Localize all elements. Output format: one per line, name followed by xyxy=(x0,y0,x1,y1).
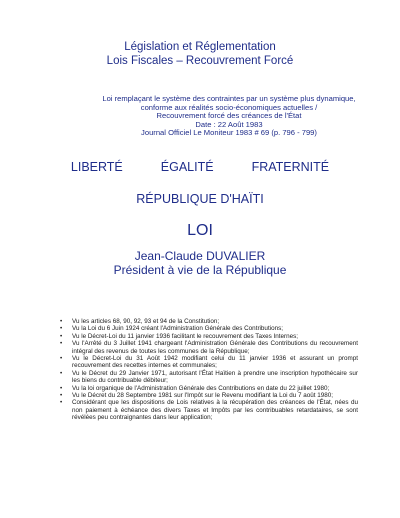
list-item-text: Vu les articles 68, 90, 92, 93 et 94 de la Constitution; xyxy=(72,318,220,325)
considerants-list xyxy=(60,318,358,422)
motto-egalite: ÉGALITÉ xyxy=(160,160,214,174)
bullet-icon: • xyxy=(60,369,63,377)
list-item-text: Vu la loi organique de l'Administration Générale des Contributions en date du 22 juillet 1980; xyxy=(72,384,330,392)
bullet-icon: • xyxy=(60,318,63,325)
list-item xyxy=(60,355,358,370)
summary-line: Recouvrement forcé des créances de l'État xyxy=(156,111,302,121)
author-title: Président à vie de la République xyxy=(113,262,287,277)
list-item xyxy=(60,340,358,355)
republic-name: RÉPUBLIQUE D'HAÏTI xyxy=(136,192,264,206)
bullet-icon: • xyxy=(60,384,63,392)
list-item-text: Vu l'Arrêté du 3 Juillet 1941 chargeant l'Administration Générale des Contributions du recouvrement intégral des revenus de toutes les communes de la République; xyxy=(72,340,358,355)
summary-journal-reference: Journal Officiel Le Moniteur 1983 # 69 (p. 796 - 799) xyxy=(141,128,317,138)
bullet-icon: • xyxy=(60,392,63,400)
bullet-icon: • xyxy=(60,355,63,363)
list-item-text: Vu le Décret du 28 Septembre 1981 sur l'Impôt sur le Revenu modifiant la Loi du 7 août 1980; xyxy=(72,392,334,400)
header-subcategory: Lois Fiscales – Recouvrement Forcé xyxy=(106,55,294,67)
law-summary xyxy=(100,95,358,138)
summary-line: Loi remplaçant le système des contraintes par un système plus dynamique, xyxy=(102,94,356,103)
motto-fraternite: FRATERNITÉ xyxy=(251,160,330,174)
list-item xyxy=(60,385,358,392)
summary-line: conforme aux réalités socio-économiques actuelles / xyxy=(140,102,318,112)
list-item-text: Vu le Décret du 29 Janvier 1971, autorisant l'État Haïtien à prendre une inscription hypothécaire sur les biens du contribuable débiteur; xyxy=(72,369,358,385)
bullet-icon: • xyxy=(60,340,63,348)
bullet-icon: • xyxy=(60,399,63,407)
national-motto xyxy=(0,160,400,174)
list-item-text: Considérant que les dispositions de Lois relatives à la récupération des créances de l'État, nées du non paiement à échéance des divers Taxes et Impôts par les contribuables retardataires, se sont révélées peu contraignantes dans leur application; xyxy=(72,399,358,422)
list-item xyxy=(60,370,358,385)
header-category: Législation et Réglementation xyxy=(124,41,276,53)
list-item xyxy=(60,333,358,340)
law-title: LOI xyxy=(187,222,213,239)
list-item xyxy=(60,318,358,325)
list-item-text: Vu le Décret-Loi du 11 janvier 1936 facilitant le recouvrement des Taxes Internes; xyxy=(72,332,298,340)
law-author xyxy=(0,250,400,277)
list-item-text: Vu la Loi du 6 Juin 1924 créant l'Administration Générale des Contributions; xyxy=(72,325,283,333)
author-name: Jean-Claude DUVALIER xyxy=(134,249,266,263)
list-item-text: Vu le Décret-Loi du 31 Août 1942 modifiant celui du 11 janvier 1936 et assurant un prompt recouvrement des recettes internes et communales; xyxy=(72,355,358,370)
motto-liberte: LIBERTÉ xyxy=(70,160,123,174)
document-header xyxy=(0,40,400,68)
bullet-icon: • xyxy=(60,332,63,340)
summary-date: Date : 22 Août 1983 xyxy=(195,119,263,129)
list-item xyxy=(60,399,358,421)
list-item xyxy=(60,325,358,332)
bullet-icon: • xyxy=(60,325,63,333)
